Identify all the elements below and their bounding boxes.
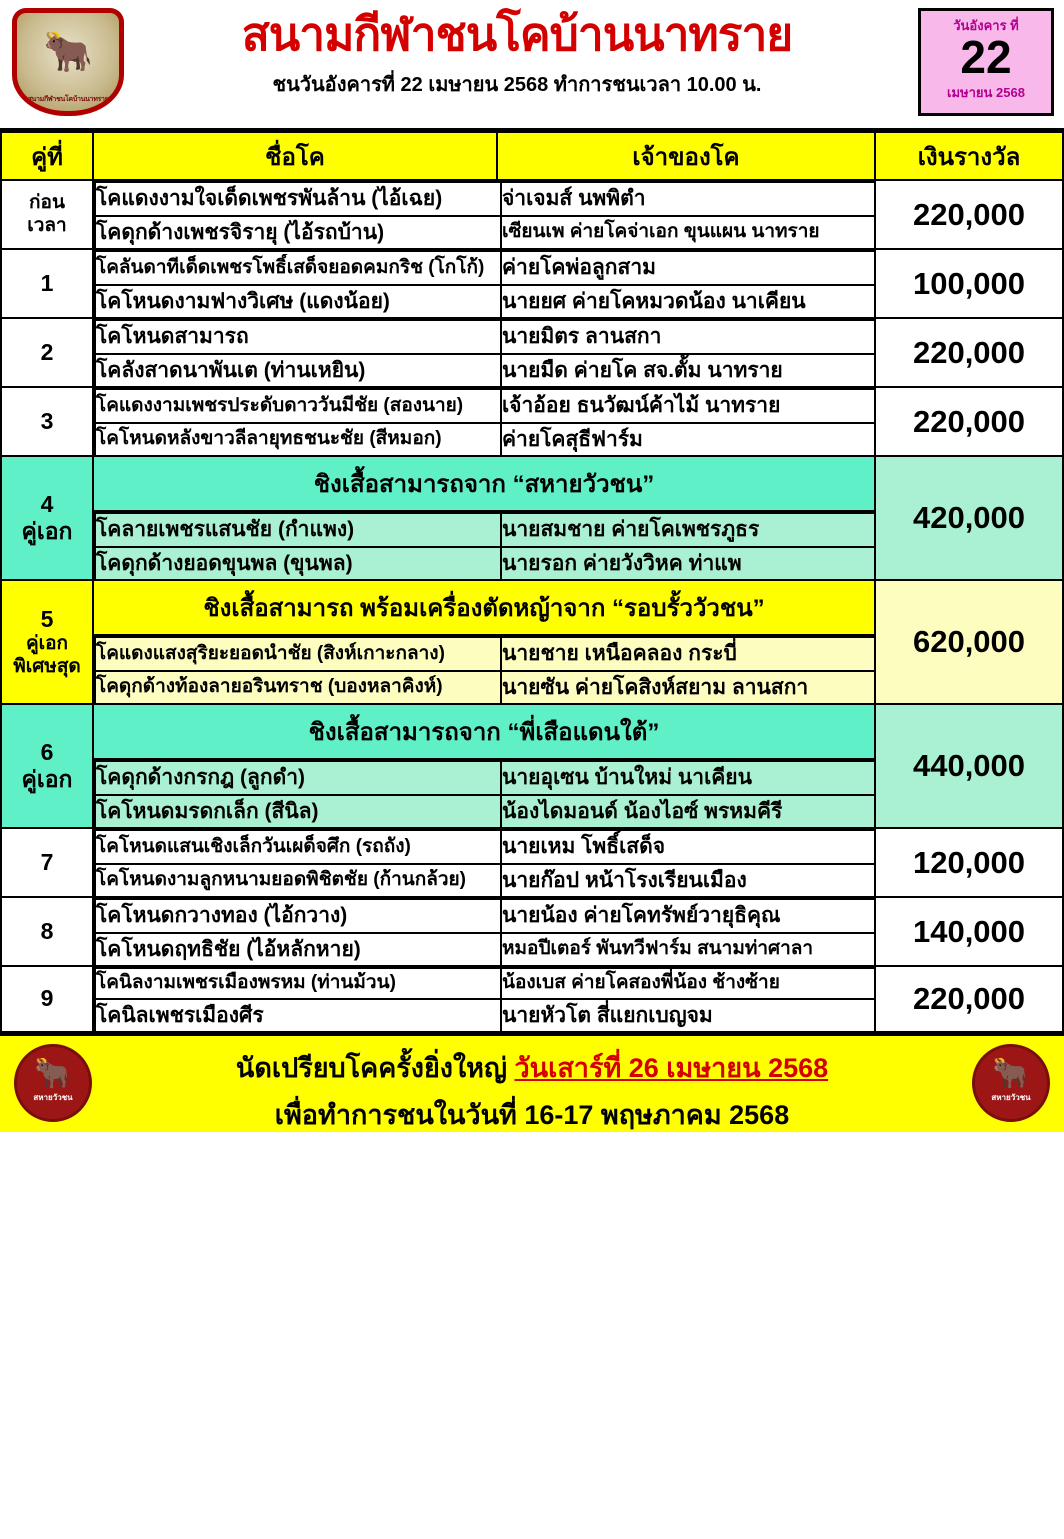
bull-name: โคแดงงามใจเด็ดเพชรพันล้าน (ไอ้เฉย) [96,187,443,210]
pair-number: 9 [1,966,93,1032]
pair-details [93,966,875,1032]
pair-details [93,897,875,966]
pair-details [93,180,875,249]
bull-name: โคลายเพชรแสนชัย (กำแพง) [96,518,355,541]
logo-caption: สนามกีฬาชนโคบ้านนาทราย [27,96,109,103]
pair-details [93,828,875,897]
owner-name: นายน้อง ค่ายโคทรัพย์วายุธิคุณ [502,904,781,927]
bull-name: โคดุกด้างเพชรจิรายุ (ไอ้รถบ้าน) [96,220,385,244]
bull-name: โคโหนดงามฟางวิเศษ (แดงน้อย) [96,289,390,313]
owner-name: ค่ายโคพ่อลูกสาม [502,256,656,279]
bull-name: โคโหนดฤทธิชัย (ไอ้หลักหาย) [96,937,361,961]
pair-number: 5 คู่เอก พิเศษสุด [1,580,93,704]
pair-details [93,704,875,828]
owner-name: จ่าเจมส์ นพพิตำ [502,187,646,210]
prize-amount: 220,000 [875,966,1063,1032]
date-badge-month: เมษายน 2568 [947,84,1025,100]
table-row [1,828,1063,897]
pair-number: 7 [1,828,93,897]
bull-name: โคดุกด้างท้องลายอรินทราช (บองหลาคิงห์) [96,676,443,697]
bull-name: โคลันดาทีเด็ดเพชรโพธิ์เสด็จยอดคมกริช (โกโก้) [96,256,485,278]
bull-name: โคโหนดสามารถ [96,325,249,348]
bull-name: โคลังสาดนาพันเต (ท่านเหยิน) [96,358,366,382]
owner-name: นายอุเซน บ้านใหม่ นาเคียน [502,766,752,789]
date-badge [918,8,1054,116]
bull-icon: 🐂 [43,30,93,75]
owner-name: นายยศ ค่ายโคหมวดน้อง นาเคียน [502,289,806,313]
prize-amount: 220,000 [875,387,1063,456]
prize-amount: 220,000 [875,180,1063,249]
owner-name: นายรอก ค่ายวังวิหค ท่าแพ [502,551,742,575]
table-row [1,249,1063,318]
footer-line-2: เพื่อทำการชนในวันที่ 16-17 พฤษภาคม 2568 [274,1100,790,1130]
owner-name: นายก๊อป หน้าโรงเรียนเมือง [502,868,747,892]
owner-name: น้องเบส ค่ายโคสองพี่น้อง ช้างซ้าย [502,972,780,993]
table-header-row [1,132,1063,180]
pair-details [93,318,875,387]
table-row [1,580,1063,704]
poster-footer [0,1033,1064,1132]
prize-amount: 120,000 [875,828,1063,897]
title-block [130,6,904,100]
prize-amount: 420,000 [875,456,1063,580]
bull-name: โคนิลงามเพชรเมืองพรหม (ท่านม้วน) [96,972,396,993]
stadium-logo [12,8,124,116]
table-row [1,704,1063,828]
owner-name: ค่ายโคสุธีฟาร์ม [502,427,643,451]
pair-number: 6 คู่เอก [1,704,93,828]
pair-details [93,456,875,580]
owner-name: นายมืด ค่ายโค สจ.ตั้ม นาทราย [502,358,783,382]
pair-details [93,249,875,318]
bull-name: โคโหนดกวางทอง (ไอ้กวาง) [96,904,348,927]
owner-name: นายชาย เหนือคลอง กระบี่ [502,642,737,665]
prize-amount: 140,000 [875,897,1063,966]
pair-number: 8 [1,897,93,966]
footer-logo-caption: สหายวัวชน [991,1093,1031,1102]
match-table [0,131,1064,1033]
footer-line-1 [110,1046,954,1089]
bull-name: โคโหนดแสนเชิงเล็กวันเผด็จศึก (รถถัง) [96,835,411,857]
sponsor-banner: ชิงเสื้อสามารถจาก “พี่เสือแดนใต้” [94,705,874,760]
pair-number: 2 [1,318,93,387]
bull-icon: 🐂 [992,1057,1030,1090]
footer-logo-right [972,1044,1050,1122]
bull-name: โคดุกด้างกรกฎ (ลูกดำ) [96,766,306,789]
footer-announcement [110,1046,954,1136]
table-row [1,180,1063,249]
col-header-owner: เจ้าของโค [497,132,875,180]
pair-number: 1 [1,249,93,318]
owner-name: นายซัน ค่ายโคสิงห์สยาม ลานสกา [502,675,809,699]
table-row [1,318,1063,387]
table-row [1,966,1063,1032]
prize-amount: 220,000 [875,318,1063,387]
pair-details [93,387,875,456]
owner-name: เจ้าอ้อย ธนวัฒน์ค้าไม้ นาทราย [502,394,781,417]
sponsor-banner: ชิงเสื้อสามารถจาก “สหายวัวชน” [94,457,874,512]
page-title: สนามกีฬาชนโคบ้านนาทราย [241,8,793,60]
bull-name: โคแดงงามเพชรประดับดาววันมีชัย (สองนาย) [96,394,464,416]
sponsor-banner: ชิงเสื้อสามารถ พร้อมเครื่องตัดหญ้าจาก “รอบรั้ววัวชน” [94,581,874,636]
owner-name: น้องไดมอนด์ น้องไอซ์ พรหมคีรี [502,799,783,823]
owner-name: หมอปีเตอร์ พันทวีฟาร์ม สนามท่าศาลา [502,938,814,959]
owner-name: นายมิตร ลานสกา [502,325,662,348]
owner-name: นายเหม โพธิ์เสด็จ [502,835,666,858]
footer-logo-left [14,1044,92,1122]
date-badge-number: 22 [960,31,1012,83]
page-subtitle: ชนวันอังคารที่ 22 เมษายน 2568 ทำการชนเวลา 10.00 น. [272,73,762,96]
date-badge-weekday: วันอังคาร ที่ [953,18,1019,33]
table-row [1,387,1063,456]
shield-icon [12,8,124,116]
footer-logo-caption: สหายวัวชน [33,1093,73,1102]
owner-name: นายหัวโต สี่แยกเบญจม [502,1003,713,1027]
table-row [1,897,1063,966]
footer-line-1-highlight: วันเสาร์ที่ 26 เมษายน 2568 [514,1053,829,1083]
col-header-bull-name: ชื่อโค [93,132,497,180]
bull-name: โคแดงแสงสุริยะยอดนำชัย (สิงห์เกาะกลาง) [96,642,445,664]
prize-amount: 620,000 [875,580,1063,704]
pair-number: 4 คู่เอก [1,456,93,580]
footer-line-1-pre: นัดเปรียบโคครั้งยิ่งใหญ่ [235,1053,515,1083]
col-header-prize: เงินรางวัล [875,132,1063,180]
bull-name: โคดุกด้างยอดขุนพล (ขุนพล) [96,551,353,575]
bull-icon: 🐂 [34,1057,72,1090]
bull-name: โคโหนดมรดกเล็ก (สีนิล) [96,799,319,823]
pair-details [93,580,875,704]
prize-amount: 100,000 [875,249,1063,318]
col-header-pair: คู่ที่ [1,132,93,180]
pair-number: ก่อน เวลา [1,180,93,249]
table-row [1,456,1063,580]
bull-name: โคโหนดหลังขาวลีลายุทธชนะชัย (สีหมอก) [96,428,442,449]
owner-name: เซียนเพ ค่ายโคจ่าเอก ขุนแผน นาทราย [502,221,820,242]
owner-name: นายสมชาย ค่ายโคเพชรภูธร [502,518,760,541]
pair-number: 3 [1,387,93,456]
poster-header [0,0,1064,131]
bull-name: โคนิลเพชรเมืองศีร [96,1003,264,1027]
bull-name: โคโหนดงามลูกหนามยอดพิชิตชัย (ก้านกล้วย) [96,869,467,890]
prize-amount: 440,000 [875,704,1063,828]
